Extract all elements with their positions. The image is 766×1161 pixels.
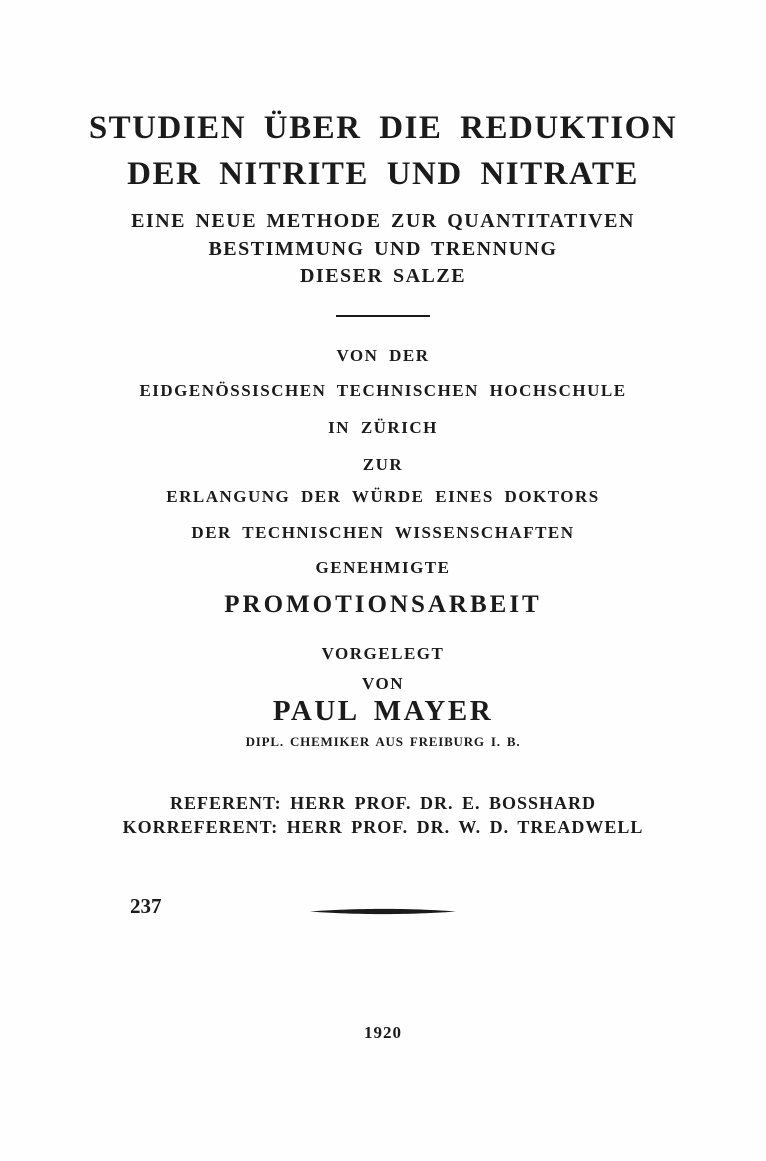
degree-line2: DER TECHNISCHEN WISSENSCHAFTEN [191, 523, 575, 542]
institution-zur: ZUR [362, 455, 404, 474]
subtitle-line2: BESTIMMUNG UND TRENNUNG [208, 238, 558, 260]
separator-rule [336, 315, 430, 317]
presented-line1: VORGELEGT [321, 644, 445, 663]
institution-city: IN ZÜRICH [328, 418, 438, 437]
degree-line3: GENEHMIGTE [315, 558, 451, 577]
thesis-type: PROMOTIONSARBEIT [224, 591, 542, 618]
korreferent-line: KORREFERENT: HERR PROF. DR. W. D. TREADWELL [122, 817, 644, 837]
publication-year: 1920 [364, 1023, 402, 1042]
degree-line1: ERLANGUNG DER WÜRDE EINES DOKTORS [166, 487, 600, 506]
author-credentials: DIPL. CHEMIKER AUS FREIBURG I. B. [245, 734, 521, 749]
institution-name: EIDGENÖSSISCHEN TECHNISCHEN HOCHSCHULE [139, 381, 627, 400]
main-title-line2: DER NITRITE UND NITRATE [127, 156, 639, 192]
main-title-line1: STUDIEN ÜBER DIE REDUKTION [88, 110, 678, 146]
institution-von-der: VON DER [336, 346, 430, 365]
subtitle-line3: DIESER SALZE [299, 265, 467, 287]
referent-line: REFERENT: HERR PROF. DR. E. BOSSHARD [169, 793, 597, 813]
subtitle-line1: EINE NEUE METHODE ZUR QUANTITATIVEN [131, 210, 635, 232]
page-number: 237 [130, 894, 162, 918]
swelled-rule [310, 902, 456, 920]
presented-line2: VON [362, 674, 404, 693]
author-name: PAUL MAYER [272, 695, 494, 727]
